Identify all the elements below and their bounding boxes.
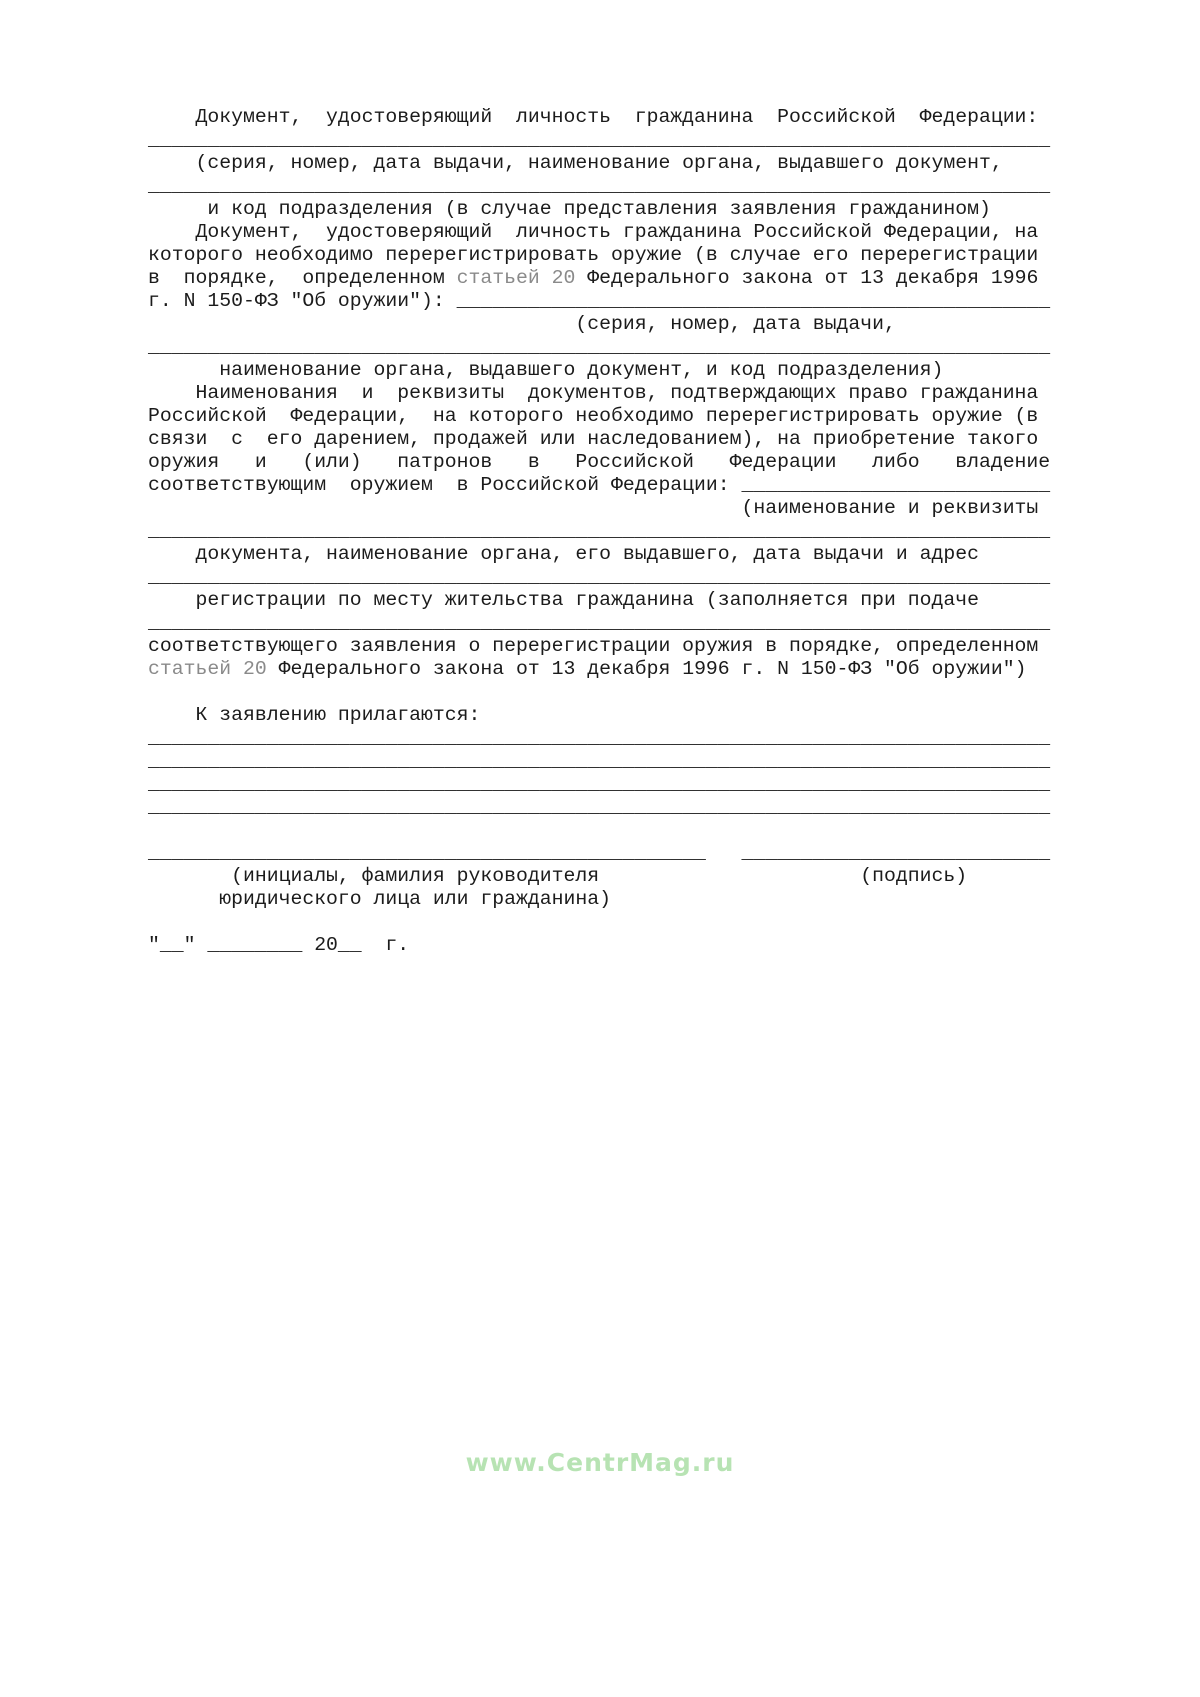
text-segment: ____________________________________________________________________________ (148, 796, 1051, 818)
text-segment: Федерального закона от 13 декабря 1996 (575, 267, 1039, 289)
text-segment: Федерального закона от 13 декабря 1996 г. N 150-ФЗ "Об оружии") (266, 658, 1027, 680)
text-segment: ____________________________________________________________________________ (148, 175, 1051, 197)
text-segment: наименование органа, выдавшего документ, и код подразделения) (148, 359, 944, 381)
text-segment: связи с его дарением, продажей или наследованием), на приобретение такого (148, 428, 1039, 450)
document-line (148, 681, 1050, 704)
law-reference-link[interactable]: статьей 20 (456, 267, 576, 289)
text-segment: ____________________________________________________________________________ (148, 750, 1051, 772)
text-segment: К заявлению прилагаются: (148, 704, 481, 726)
text-segment: (серия, номер, дата выдачи, наименование органа, выдавшего документ, (148, 152, 1003, 174)
document-line (148, 405, 1050, 428)
text-segment: регистрации по месту жительства гражданина (заполняется при подаче (148, 589, 979, 611)
text-segment: (инициалы, фамилия руководителя (подпись) (148, 865, 968, 887)
document-line (148, 819, 1050, 842)
text-segment: ____________________________________________________________________________ (148, 727, 1051, 749)
document-line (148, 566, 1050, 589)
document-body (148, 106, 1050, 957)
document-line (148, 175, 1050, 198)
text-segment: ____________________________________________________________________________ (148, 773, 1051, 795)
document-line (148, 382, 1050, 405)
text-segment: Документ, удостоверяющий личность гражданина Российской Федерации, на (148, 221, 1039, 243)
document-line (148, 911, 1050, 934)
text-segment: "__" ________ 20__ г. (148, 934, 410, 956)
document-line (148, 198, 1050, 221)
document-line (148, 888, 1050, 911)
text-segment: которого необходимо перерегистрировать оружие (в случае его перерегистрации (148, 244, 1039, 266)
document-line (148, 290, 1050, 313)
document-line (148, 451, 1050, 474)
text-segment: ____________________________________________________________________________ (148, 129, 1051, 151)
document-line (148, 543, 1050, 566)
document-line (148, 796, 1050, 819)
document-line (148, 520, 1050, 543)
document-line (148, 773, 1050, 796)
text-segment: соответствующим оружием в Российской Федерации: __________________________ (148, 474, 1051, 496)
document-line (148, 842, 1050, 865)
text-segment: юридического лица или гражданина) (148, 888, 611, 910)
text-segment: ____________________________________________________________________________ (148, 566, 1051, 588)
document-line (148, 589, 1050, 612)
document-line (148, 313, 1050, 336)
text-segment: в порядке, определенном (148, 267, 457, 289)
text-segment: оружия и (или) патронов в Российской Федерации либо владение (148, 451, 1051, 473)
text-segment: Наименования и реквизиты документов, подтверждающих право гражданина (148, 382, 1039, 404)
document-line (148, 336, 1050, 359)
text-segment: (наименование и реквизиты (148, 497, 1039, 519)
document-line (148, 658, 1050, 681)
text-segment: ____________________________________________________________________________ (148, 336, 1051, 358)
text-segment: соответствующего заявления о перерегистрации оружия в порядке, определенном (148, 635, 1039, 657)
text-segment: ____________________________________________________________________________ (148, 520, 1051, 542)
document-line (148, 106, 1050, 129)
document-line (148, 428, 1050, 451)
text-segment: Документ, удостоверяющий личность гражданина Российской Федерации: (148, 106, 1039, 128)
document-line (148, 497, 1050, 520)
document-line (148, 152, 1050, 175)
document-line (148, 865, 1050, 888)
document-line (148, 244, 1050, 267)
document-line (148, 129, 1050, 152)
document-line (148, 704, 1050, 727)
text-segment: документа, наименование органа, его выдавшего, дата выдачи и адрес (148, 543, 979, 565)
document-line (148, 934, 1050, 957)
document-line (148, 359, 1050, 382)
text-segment: (серия, номер, дата выдачи, (148, 313, 896, 335)
document-line (148, 727, 1050, 750)
text-segment: _______________________________________________ __________________________ (148, 842, 1051, 864)
document-line (148, 750, 1050, 773)
law-reference-link[interactable]: статьей 20 (148, 658, 267, 680)
text-segment: Российской Федерации, на которого необходимо перерегистрировать оружие (в (148, 405, 1039, 427)
text-segment: г. N 150-ФЗ "Об оружии"): __________________________________________________ (148, 290, 1051, 312)
document-line (148, 221, 1050, 244)
document-line (148, 635, 1050, 658)
text-segment: и код подразделения (в случае представления заявления гражданином) (148, 198, 991, 220)
document-line (148, 612, 1050, 635)
text-segment: ____________________________________________________________________________ (148, 612, 1051, 634)
centrmag-watermark: www.CentrMag.ru (465, 1448, 735, 1477)
document-line (148, 474, 1050, 497)
document-line (148, 267, 1050, 290)
